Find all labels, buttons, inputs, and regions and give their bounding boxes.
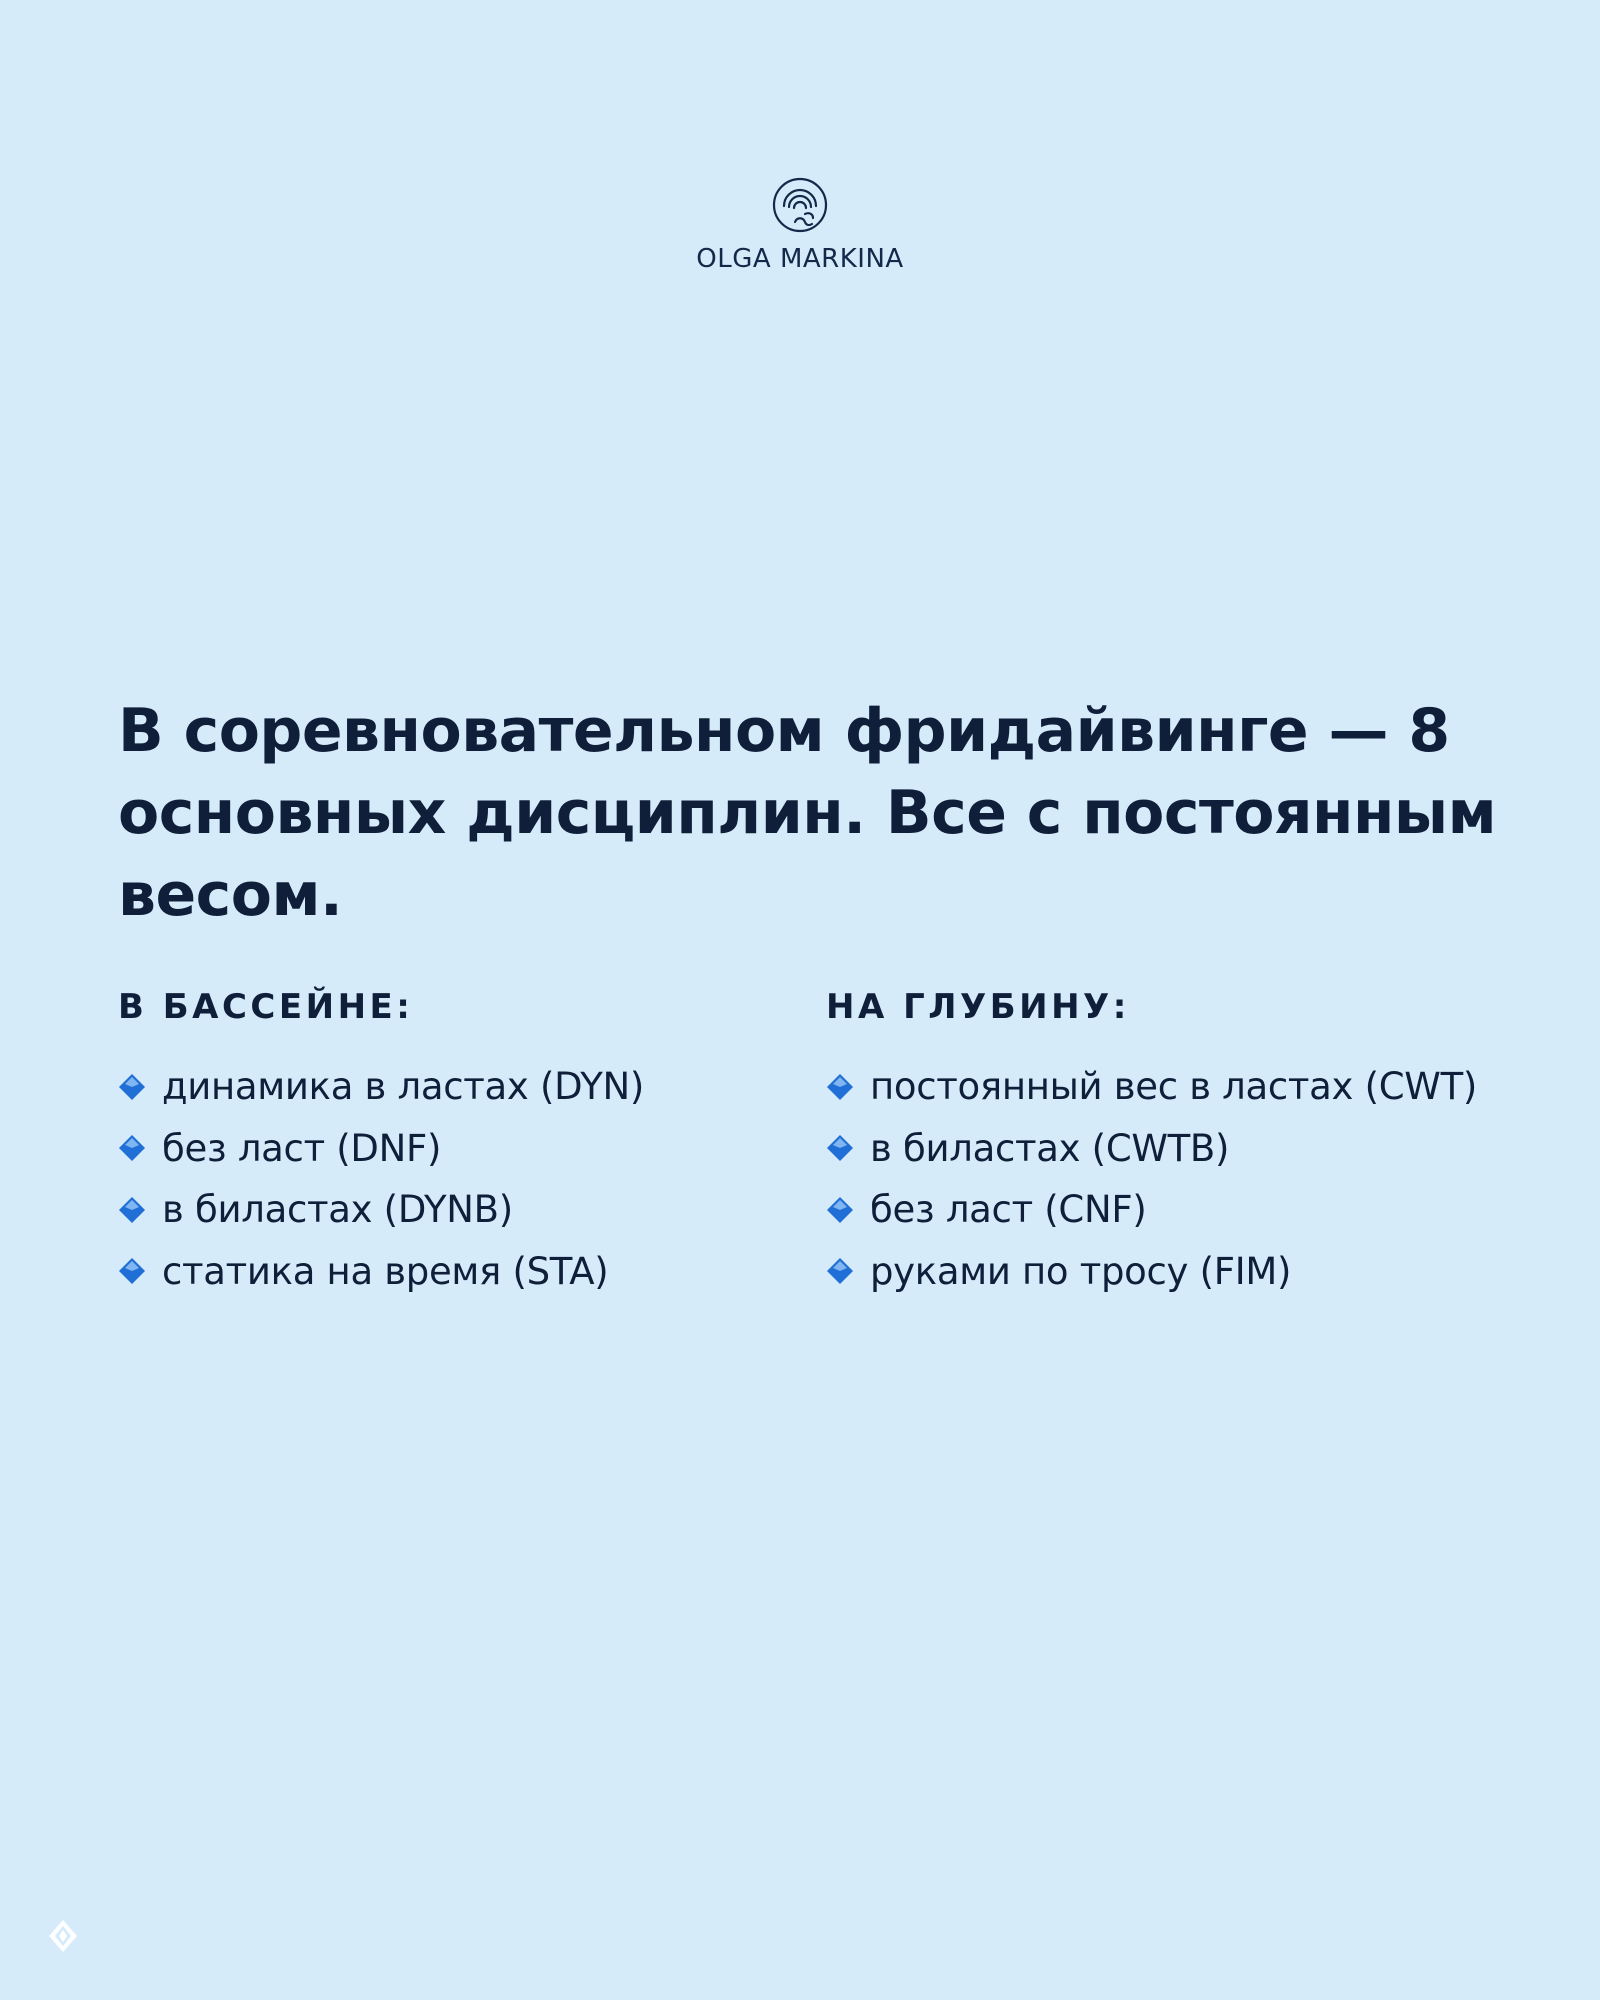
brand-name: OLGA MARKINA (696, 244, 904, 274)
page-title: В соревновательном фридайвинге — 8 основных дисциплин. Все с постоянным весом. (118, 696, 1497, 930)
list-item-label: без ласт (CNF) (870, 1188, 1147, 1232)
list-item (118, 1241, 644, 1303)
blue-diamond-icon (118, 1134, 146, 1162)
pool-disciplines-list (118, 1056, 644, 1302)
blue-diamond-icon (826, 1196, 854, 1224)
blue-diamond-icon (118, 1073, 146, 1101)
white-diamond-mark-icon (46, 1918, 80, 1954)
list-item (118, 1056, 644, 1118)
depth-disciplines-list (826, 1056, 1477, 1302)
list-item-label: динамика в ластах (DYN) (162, 1065, 645, 1109)
depth-disciplines-column (826, 986, 1477, 1302)
brand-header (0, 176, 1600, 274)
list-item (118, 1179, 644, 1241)
blue-diamond-icon (826, 1257, 854, 1285)
list-item (826, 1179, 1477, 1241)
list-item (826, 1241, 1477, 1303)
list-item-label: в биластах (DYNB) (162, 1188, 513, 1232)
pool-disciplines-column (118, 986, 644, 1302)
depth-heading: НА ГЛУБИНУ: (826, 987, 1130, 1027)
list-item-label: руками по тросу (FIM) (870, 1249, 1292, 1293)
list-item-label: без ласт (DNF) (162, 1126, 442, 1170)
blue-diamond-icon (118, 1196, 146, 1224)
pool-heading: В БАССЕЙНЕ: (118, 987, 414, 1027)
list-item (118, 1118, 644, 1180)
list-item (826, 1056, 1477, 1118)
spiral-wave-logo-icon (771, 176, 829, 234)
blue-diamond-icon (826, 1073, 854, 1101)
blue-diamond-icon (826, 1134, 854, 1162)
list-item-label: в биластах (CWTB) (870, 1126, 1230, 1170)
list-item (826, 1118, 1477, 1180)
blue-diamond-icon (118, 1257, 146, 1285)
list-item-label: постоянный вес в ластах (CWT) (870, 1065, 1478, 1109)
list-item-label: статика на время (STA) (162, 1249, 609, 1293)
